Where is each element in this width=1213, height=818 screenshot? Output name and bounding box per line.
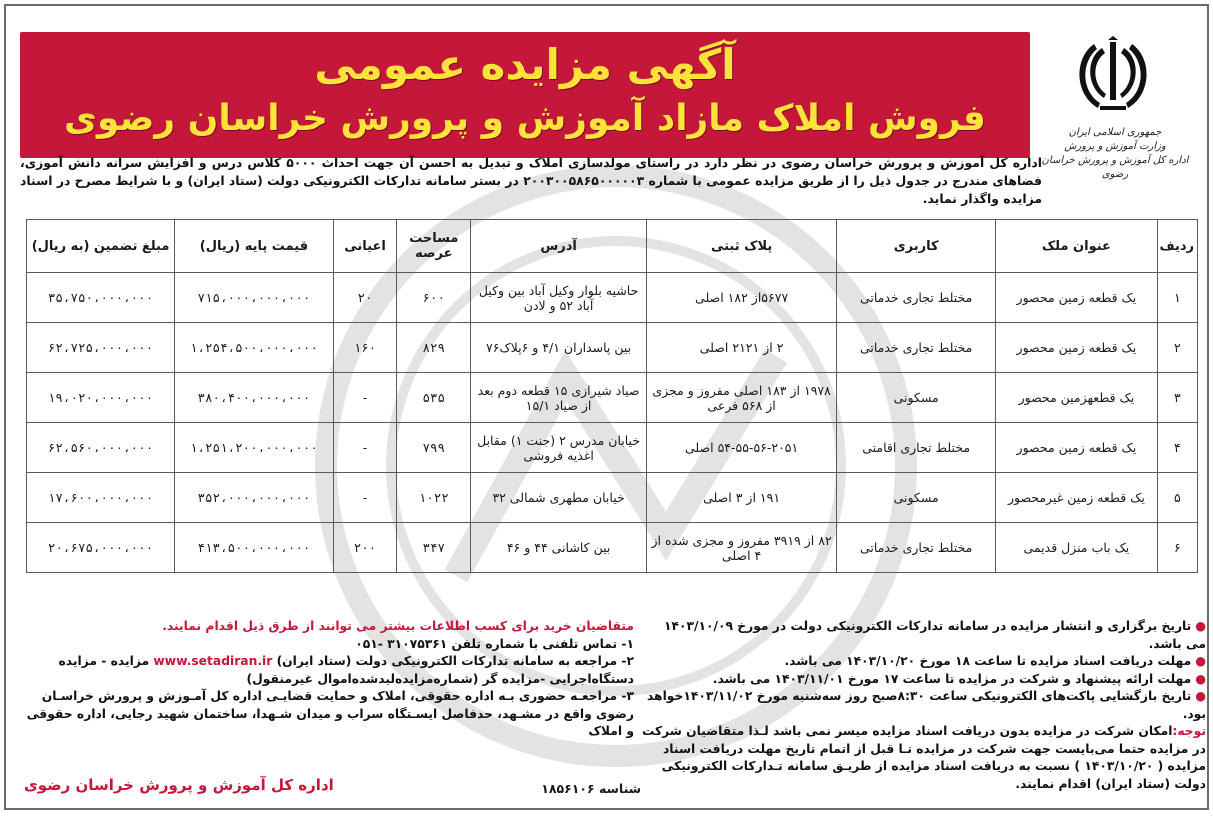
notice-title: آگهی مزایده عمومی xyxy=(314,40,736,89)
note-text: مهلت دریافت اسناد مزایده تا ساعت ۱۸ مورخ ۱۴۰۳/۱۰/۲۰ می باشد. xyxy=(784,654,1192,668)
cell-address: خیابان مطهری شمالی ۳۲ xyxy=(471,473,647,523)
table-row xyxy=(27,373,1198,423)
contact-website-pre: ۲- مراجعه به سامانه تدارکات الکترونیکی دولت (ستاد ایران) xyxy=(276,654,634,668)
cell-area: ۵۳۵ xyxy=(397,373,471,423)
ministry-line: وزارت آموزش و پرورش xyxy=(1064,141,1166,152)
cell-address: بین کاشانی ۴۴ و ۴۶ xyxy=(471,523,647,573)
bullet-icon: ● xyxy=(1195,689,1206,703)
table-row xyxy=(27,273,1198,323)
cell-building: ۲۰ xyxy=(333,273,396,323)
note-item xyxy=(640,653,1206,671)
cell-plate: ۲ از ۲۱۲۱ اصلی xyxy=(646,323,836,373)
column-header: ردیف xyxy=(1157,220,1197,273)
cell-price: ۴۱۳،۵۰۰،۰۰۰،۰۰۰ xyxy=(175,523,334,573)
cell-use: مختلط تجاری خدماتی xyxy=(837,273,996,323)
contact-visit: ۳- مراجعـه حضوری بـه اداره حقوقی، املاک و حمایت قضایـی اداره کل آمـوزش و پرورش خراسـان رضوی واقع در مشـهد، حدفاصل ایسـتگاه سراب و میدان شـهدا، ساختمان شهید رجایی، اداره حقوقی و املاک xyxy=(26,689,634,738)
cell-plate: ۵۶۷۷از ۱۸۲ اصلی xyxy=(646,273,836,323)
cell-use: مختلط تجاری اقامتی xyxy=(837,423,996,473)
contact-info xyxy=(22,618,634,741)
column-header: کاربری xyxy=(837,220,996,273)
ministry-caption xyxy=(1040,126,1190,182)
cell-row-number: ۶ xyxy=(1157,523,1197,573)
note-item xyxy=(640,618,1206,653)
cell-use: مختلط تجاری خدماتی xyxy=(837,323,996,373)
ministry-line: اداره کل آموزش و پرورش خراسان رضوی xyxy=(1041,155,1189,180)
cell-building: ۱۶۰ xyxy=(333,323,396,373)
bullet-icon: ● xyxy=(1195,654,1206,668)
cell-area: ۸۲۹ xyxy=(397,323,471,373)
cell-use: مسکونی xyxy=(837,473,996,523)
cell-deposit: ۳۵،۷۵۰،۰۰۰،۰۰۰ xyxy=(27,273,175,323)
cell-address: بین پاسداران ۴/۱ و ۶پلاک۷۶ xyxy=(471,323,647,373)
column-header: مبلغ تضمین (به ریال) xyxy=(27,220,175,273)
table-row xyxy=(27,473,1198,523)
contact-heading: متقاضیان خرید برای کسب اطلاعات بیشتر می توانند از طرق ذیل اقدام نمایند. xyxy=(162,619,634,633)
cell-title: یک قطعه زمین غیرمحصور xyxy=(995,473,1157,523)
intro-paragraph: اداره کل آموزش و پرورش خراسان رضوی در نظر دارد در راستای مولدسازی املاک و تبدیل به احسن آن جهت احداث ۵۰۰۰ کلاس درس و افزایش سرانه دانش آموزی، فضاهای مندرج در جدول ذیل را از طریق مزایده عمومی با شماره ۲۰۰۳۰۰۵۸۶۵۰۰۰۰۰۳ در بستر سامانه تدارکات الکترونیکی دولت (ستاد ایران) و با شرایط مصرح در اسناد مزایده واگذار نماید. xyxy=(20,155,1043,206)
auction-notes xyxy=(640,618,1206,793)
cell-row-number: ۲ xyxy=(1157,323,1197,373)
cell-price: ۷۱۵،۰۰۰،۰۰۰،۰۰۰ xyxy=(175,273,334,323)
cell-use: مسکونی xyxy=(837,373,996,423)
cell-row-number: ۴ xyxy=(1157,423,1197,473)
note-text: تاریخ برگزاری و انتشار مزایده در سامانه تدارکات الکترونیکی دولت در مورخ ۱۴۰۳/۱۰/۰۹ می باشد. xyxy=(663,619,1206,651)
column-header: مساحت عرصه xyxy=(397,220,471,273)
column-header: قیمت پایه (ریال) xyxy=(175,220,334,273)
cell-address: خیابان مدرس ۲ (جنت ۱) مقابل اغذیه فروشی xyxy=(471,423,647,473)
contact-website-post: مزایده - مزایده دستگاه‌اجرایی -مزایده گر (شماره‌مزایده‌لیدشده‌اموال غیرمنقول) xyxy=(58,654,634,686)
notice-subtitle: فروش املاک مازاد آموزش و پرورش خراسان رضوی xyxy=(64,98,986,139)
cell-area: ۱۰۲۲ xyxy=(397,473,471,523)
cell-address: صیاد شیرازی ۱۵ قطعه دوم بعد از صیاد ۱۵/۱ xyxy=(471,373,647,423)
cell-plate: ۱۹۱ از ۳ اصلی xyxy=(646,473,836,523)
bullet-icon: ● xyxy=(1195,671,1206,686)
cell-deposit: ۱۷،۶۰۰،۰۰۰،۰۰۰ xyxy=(27,473,175,523)
cell-title: یک قطعهزمین محصور xyxy=(995,373,1157,423)
table-row xyxy=(27,523,1198,573)
cell-address: حاشیه بلوار وکیل آباد بین وکیل آباد ۵۲ و لادن xyxy=(471,273,647,323)
cell-row-number: ۳ xyxy=(1157,373,1197,423)
cell-row-number: ۱ xyxy=(1157,273,1197,323)
cell-deposit: ۶۲،۷۲۵،۰۰۰،۰۰۰ xyxy=(27,323,175,373)
warning-note xyxy=(640,723,1206,793)
cell-plate: ۸۲ از ۳۹۱۹ مفروز و مجزی شده از ۴ اصلی xyxy=(646,523,836,573)
cell-price: ۳۵۲،۰۰۰،۰۰۰،۰۰۰ xyxy=(175,473,334,523)
note-item xyxy=(640,671,1206,689)
contact-website xyxy=(22,653,634,688)
cell-title: یک قطعه زمین محصور xyxy=(995,323,1157,373)
cell-building: - xyxy=(333,473,396,523)
cell-row-number: ۵ xyxy=(1157,473,1197,523)
auction-notice xyxy=(4,4,1209,810)
column-header: عنوان ملک xyxy=(995,220,1157,273)
signature: اداره کل آموزش و پرورش خراسان رضوی xyxy=(24,776,334,794)
column-header: آدرس xyxy=(471,220,647,273)
iran-emblem-icon xyxy=(1072,36,1154,122)
cell-area: ۷۹۹ xyxy=(397,423,471,473)
cell-title: یک قطعه زمین محصور xyxy=(995,273,1157,323)
notice-id: شناسه ۱۸۵۶۱۰۶ xyxy=(541,781,641,796)
cell-deposit: ۲۰،۶۷۵،۰۰۰،۰۰۰ xyxy=(27,523,175,573)
setadiran-link[interactable]: www.setadiran.ir xyxy=(153,654,273,668)
table-header-row xyxy=(27,220,1198,273)
column-header: پلاک ثبتی xyxy=(646,220,836,273)
note-item xyxy=(640,688,1206,723)
properties-table xyxy=(26,219,1198,573)
warning-text: امکان شرکت در مزایده بدون دریافت اسناد مزایده میسر نمی باشد لـذا متقاضیان شرکت در مزایده حتما می‌بایست جهت شرکت در مزایده تـا قبل از اتمام تاریخ مهلت دریافت اسناد مزایده ( ۱۴۰۳/۱۰/۲۰ ) نسبت به دریافت اسناد مزایده از طریـق سامانه تـدارکات الکترونیکی دولت (ستاد ایران) اقدام نمایند. xyxy=(641,724,1206,791)
note-text: تاریخ بازگشایی پاکت‌های الکترونیکی ساعت ۸:۳۰صبح روز سه‌شنبه مورخ ۱۴۰۳/۱۱/۰۲خواهد بود. xyxy=(646,689,1206,721)
cell-price: ۱،۲۵۱،۲۰۰،۰۰۰،۰۰۰ xyxy=(175,423,334,473)
cell-plate: ۵۴-۵۵-۵۶-۲۰۵۱ اصلی xyxy=(646,423,836,473)
cell-building: ۲۰۰ xyxy=(333,523,396,573)
cell-deposit: ۱۹،۰۲۰،۰۰۰،۰۰۰ xyxy=(27,373,175,423)
cell-price: ۳۸۰،۴۰۰،۰۰۰،۰۰۰ xyxy=(175,373,334,423)
cell-price: ۱،۲۵۴،۵۰۰،۰۰۰،۰۰۰ xyxy=(175,323,334,373)
cell-plate: ۱۹۷۸ از ۱۸۳ اصلی مفروز و مجزی از ۵۶۸ فرعی xyxy=(646,373,836,423)
cell-area: ۳۴۷ xyxy=(397,523,471,573)
table-row xyxy=(27,423,1198,473)
column-header: اعیانی xyxy=(333,220,396,273)
cell-building: - xyxy=(333,423,396,473)
note-text: مهلت ارائه پیشنهاد و شرکت در مزایده تا ساعت ۱۷ مورخ ۱۴۰۳/۱۱/۰۱ می باشد. xyxy=(712,671,1192,686)
warning-label: توجه: xyxy=(1172,724,1206,738)
table-row xyxy=(27,323,1198,373)
ministry-line: جمهوری اسلامی ایران xyxy=(1068,127,1162,138)
bullet-icon: ● xyxy=(1195,619,1206,633)
cell-title: یک قطعه زمین محصور xyxy=(995,423,1157,473)
cell-area: ۶۰۰ xyxy=(397,273,471,323)
cell-deposit: ۶۲،۵۶۰،۰۰۰،۰۰۰ xyxy=(27,423,175,473)
cell-use: مختلط تجاری خدماتی xyxy=(837,523,996,573)
header-banner xyxy=(20,32,1030,158)
contact-phone: ۱- تماس تلفنی با شماره تلفن ۳۱۰۷۵۳۶۱ -۰۵۱ xyxy=(355,636,634,651)
cell-title: یک باب منزل قدیمی xyxy=(995,523,1157,573)
cell-building: - xyxy=(333,373,396,423)
